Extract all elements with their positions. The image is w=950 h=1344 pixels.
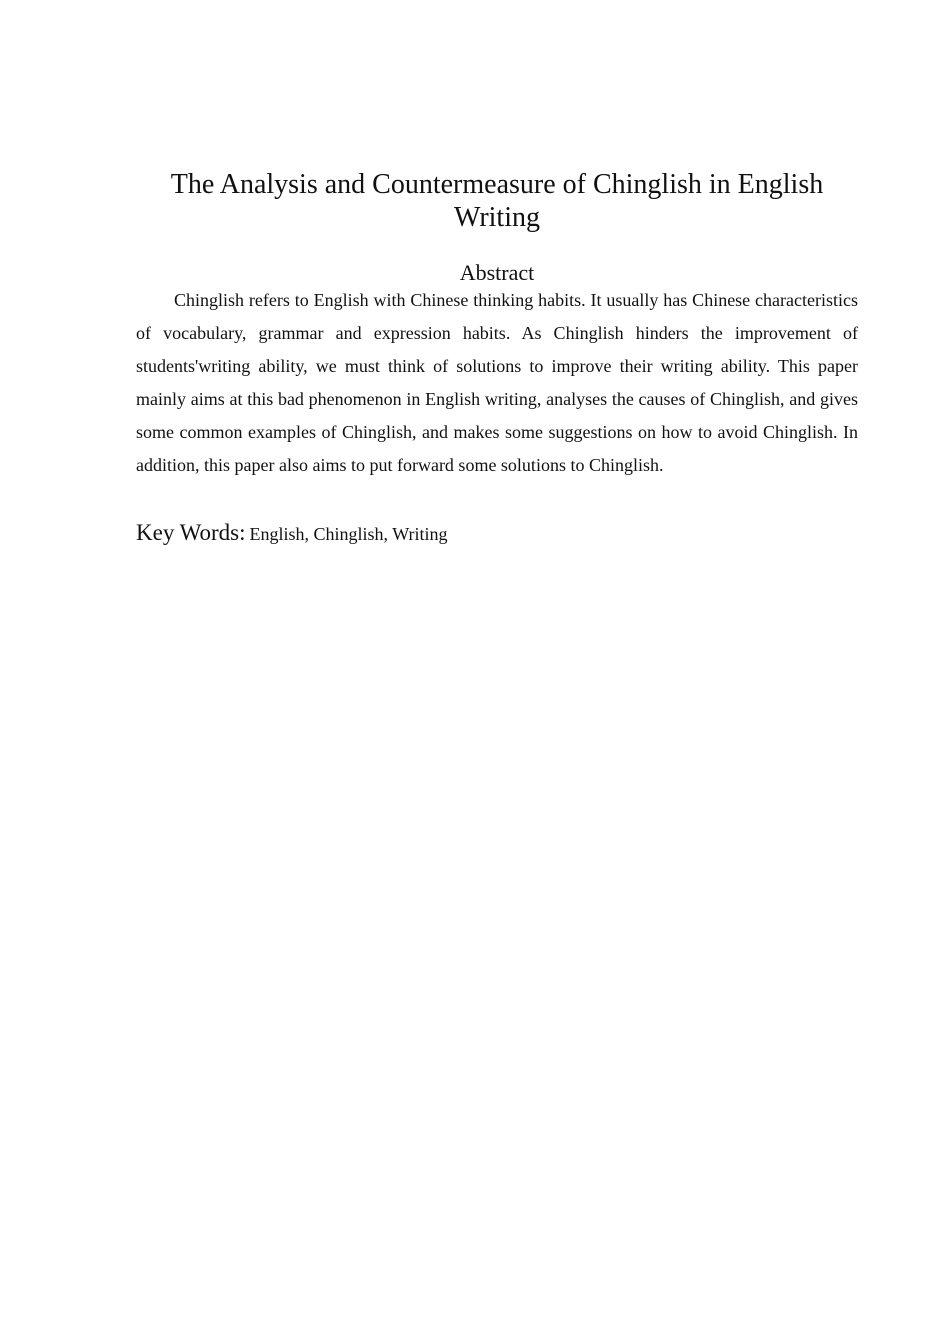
keywords-line	[136, 517, 858, 552]
keywords-value: English, Chinglish, Writing	[249, 524, 448, 544]
keywords-label: Key Words:	[136, 520, 246, 545]
abstract-body: Chinglish refers to English with Chinese thinking habits. It usually has Chinese characteristics of vocabulary, grammar and expression habits. As Chinglish hinders the improvement of students'writing ability, we must think of solutions to improve their writing ability. This paper mainly aims at this bad phenomenon in English writing, analyses the causes of Chinglish, and gives some common examples of Chinglish, and makes some suggestions on how to avoid Chinglish. In addition, this paper also aims to put forward some solutions to Chinglish.	[136, 290, 858, 475]
abstract-heading: Abstract	[459, 260, 535, 285]
paper-title: The Analysis and Countermeasure of Chinglish in English Writing	[170, 169, 824, 233]
